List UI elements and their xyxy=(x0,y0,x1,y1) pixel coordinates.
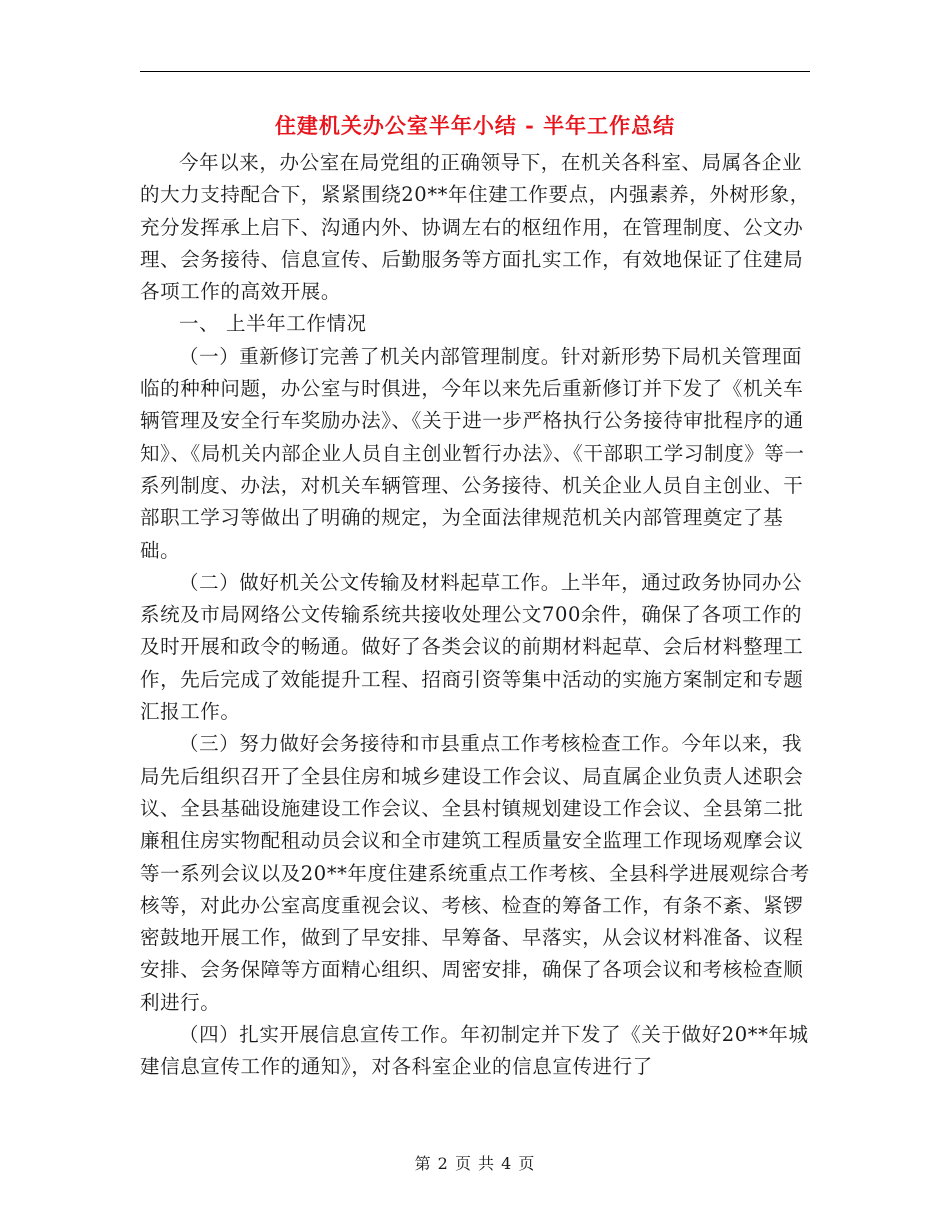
document-body xyxy=(140,147,812,1084)
paragraph-item-2: （二）做好机关公文传输及材料起草工作。上半年，通过政务协同办公系统及市局网络公文传输系统共接收处理公文700余件，确保了各项工作的及时开展和政令的畅通。做好了各类会议的前期材料起草、会后材料整理工作，先后完成了效能提升工程、招商引资等集中活动的实施方案制定和专题汇报工作。 xyxy=(140,570,804,724)
paragraph-item-4: （四）扎实开展信息宣传工作。年初制定并下发了《关于做好20**年城建信息宣传工作的通知》，对各科室企业的信息宣传进行了 xyxy=(140,1023,809,1079)
header-rule xyxy=(140,71,810,72)
document-title: 住建机关办公室半年小结 - 半年工作总结 xyxy=(274,113,676,138)
paragraph-item-3: （三）努力做好会务接待和市县重点工作考核检查工作。今年以来，我局先后组织召开了全县住房和城乡建设工作会议、局直属企业负责人述职会议、全县基础设施建设工作会议、全县村镇规划建设工作会议、全县第二批廉租住房实物配租动员会议和全市建筑工程质量安全监理工作现场观摩会议等一系列会议以及20**年度住建系统重点工作考核、全县科学进展观综合考核等，对此办公室高度重视会议、考核、检查的筹备工作，有条不紊、紧锣密鼓地开展工作，做到了早安排、早筹备、早落实，从会议材料准备、议程安排、会务保障等方面精心组织、周密安排，确保了各项会议和考核检查顺利进行。 xyxy=(140,732,810,1014)
paragraph-intro: 今年以来，办公室在局党组的正确领导下，在机关各科室、局属各企业的大力支持配合下，紧紧围绕20**年住建工作要点，内强素养，外树形象，充分发挥承上启下、沟通内外、协调左右的枢纽作用，在管理制度、公文办理、会务接待、信息宣传、后勤服务等方面扎实工作，有效地保证了住建局各项工作的高效开展。 xyxy=(140,151,810,304)
page-number: 第 2 页 共 4 页 xyxy=(414,1154,536,1173)
section-heading: 一、 上半年工作情况 xyxy=(179,312,367,336)
paragraph-item-1: （一）重新修订完善了机关内部管理制度。针对新形势下局机关管理面临的种种问题，办公室与时俱进，今年以来先后重新修订并下发了《机关车辆管理及安全行车奖励办法》、《关于进一步严格执行公务接待审批程序的通知》、《局机关内部企业人员自主创业暂行办法》、《干部职工学习制度》等一系列制度、办法，对机关车辆管理、公务接待、机关企业人员自主创业、干部职工学习等做出了明确的规定，为全面法律规范机关内部管理奠定了基础。 xyxy=(140,344,805,562)
